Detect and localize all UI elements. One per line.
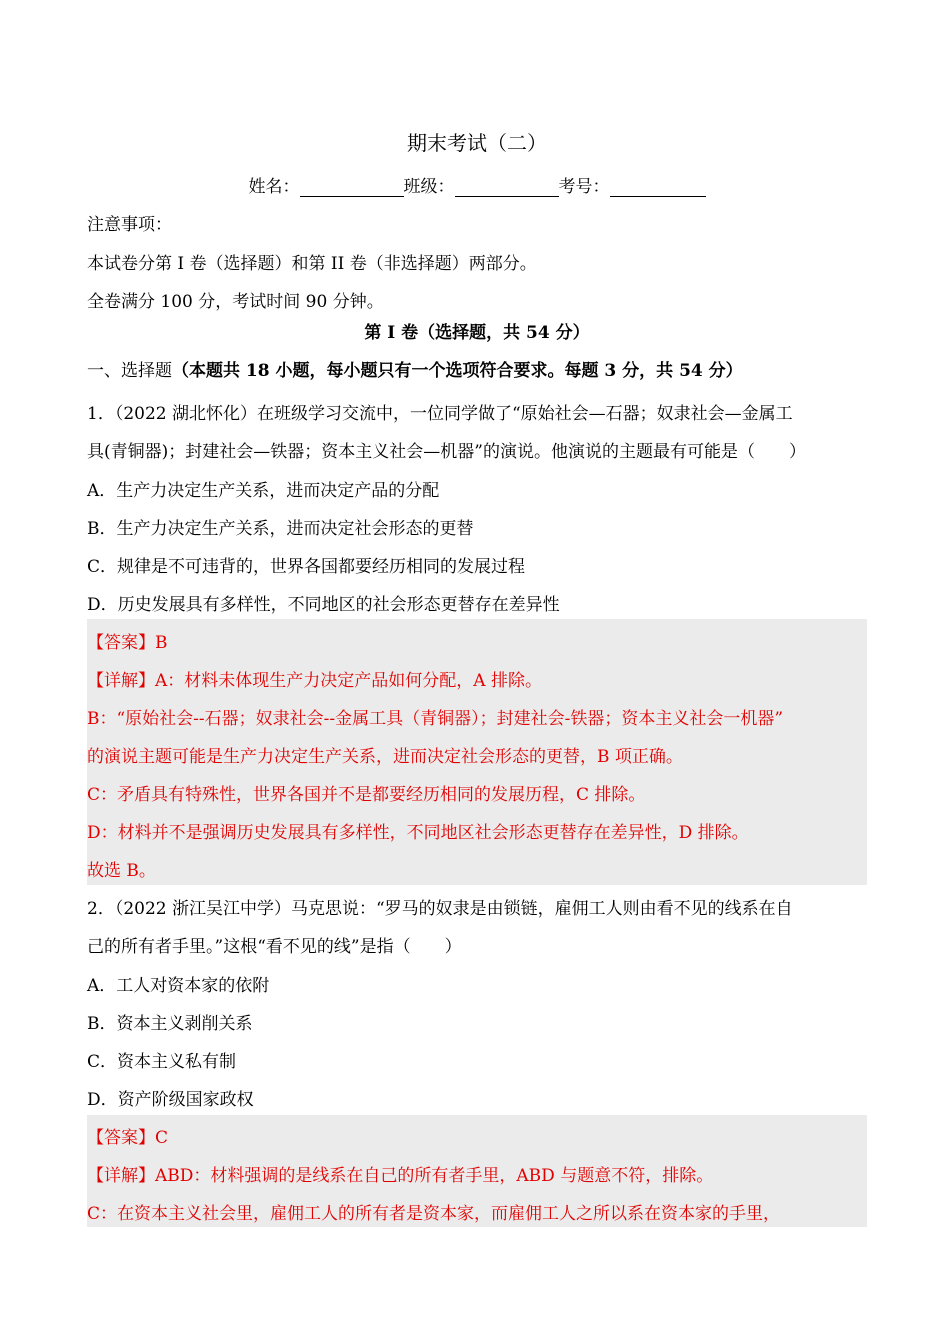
q2-option-b: B．资本主义剥削关系 bbox=[87, 1014, 253, 1034]
q1-answer: 【答案】B bbox=[87, 633, 168, 653]
q2-stem-line-1: 2．（2022 浙江吴江中学）马克思说：“罗马的奴隶是由锁链，雇佣工人则由看不见的线系在自 bbox=[87, 899, 793, 919]
q1-explanation-line-2: B：“原始社会--石器；奴隶社会--金属工具（青铜器）；封建社会-铁器；资本主义社会一机器” bbox=[87, 709, 784, 729]
q1-option-b: B．生产力决定生产关系，进而决定社会形态的更替 bbox=[87, 519, 474, 539]
section-description: （本题共 18 小题，每小题只有一个选项符合要求。每题 3 分，共 54 分） bbox=[172, 361, 743, 381]
q1-explanation-line-1: 【详解】A：材料未体现生产力决定产品如何分配，A 排除。 bbox=[87, 671, 542, 691]
page-title: 期末考试（二） bbox=[407, 131, 547, 155]
class-label: 班级： bbox=[403, 177, 455, 197]
q1-explanation-line-4: C：矛盾具有特殊性，世界各国并不是都要经历相同的发展历程，C 排除。 bbox=[87, 785, 646, 805]
id-label: 考号： bbox=[558, 177, 610, 197]
q2-option-c: C．资本主义私有制 bbox=[87, 1052, 237, 1072]
q2-option-a: A．工人对资本家的依附 bbox=[87, 976, 270, 996]
notes-heading: 注意事项： bbox=[87, 215, 172, 235]
section-heading bbox=[87, 356, 743, 381]
q1-option-c: C．规律是不可违背的，世界各国都要经历相同的发展过程 bbox=[87, 557, 526, 577]
q1-explanation-line-6: 故选 B。 bbox=[87, 861, 156, 881]
q1-explanation-line-3: 的演说主题可能是生产力决定生产关系，进而决定社会形态的更替，B 项正确。 bbox=[87, 747, 683, 767]
name-blank[interactable] bbox=[300, 178, 404, 197]
name-label: 姓名： bbox=[248, 177, 300, 197]
q1-option-a: A．生产力决定生产关系，进而决定产品的分配 bbox=[87, 481, 440, 501]
id-blank[interactable] bbox=[610, 178, 706, 197]
volume-title: 第 I 卷（选择题，共 54 分） bbox=[364, 323, 590, 343]
class-blank[interactable] bbox=[455, 178, 559, 197]
student-info-row bbox=[87, 172, 867, 197]
section-prefix: 一、选择题 bbox=[87, 361, 172, 381]
q2-explanation-line-2: C：在资本主义社会里，雇佣工人的所有者是资本家，而雇佣工人之所以系在资本家的手里， bbox=[87, 1204, 781, 1224]
q1-stem-line-2: 具(青铜器)；封建社会—铁器；资本主义社会—机器”的演说。他演说的主题最有可能是（ ） bbox=[87, 442, 806, 462]
q1-stem-line-1: 1．（2022 湖北怀化）在班级学习交流中，一位同学做了“原始社会—石器；奴隶社会—金属工 bbox=[87, 404, 793, 424]
q2-explanation-line-1: 【详解】ABD：材料强调的是线系在自己的所有者手里，ABD 与题意不符，排除。 bbox=[87, 1166, 714, 1186]
q2-option-d: D．资产阶级国家政权 bbox=[87, 1090, 254, 1110]
q1-explanation-line-5: D：材料并不是强调历史发展具有多样性，不同地区社会形态更替存在差异性，D 排除。 bbox=[87, 823, 749, 843]
notes-line-2: 全卷满分 100 分，考试时间 90 分钟。 bbox=[87, 292, 384, 312]
q1-option-d: D．历史发展具有多样性，不同地区的社会形态更替存在差异性 bbox=[87, 595, 560, 615]
q2-answer: 【答案】C bbox=[87, 1128, 169, 1148]
notes-line-1: 本试卷分第 I 卷（选择题）和第 II 卷（非选择题）两部分。 bbox=[87, 254, 537, 274]
q2-stem-line-2: 己的所有者手里。”这根“看不见的线”是指（ ） bbox=[87, 937, 462, 957]
